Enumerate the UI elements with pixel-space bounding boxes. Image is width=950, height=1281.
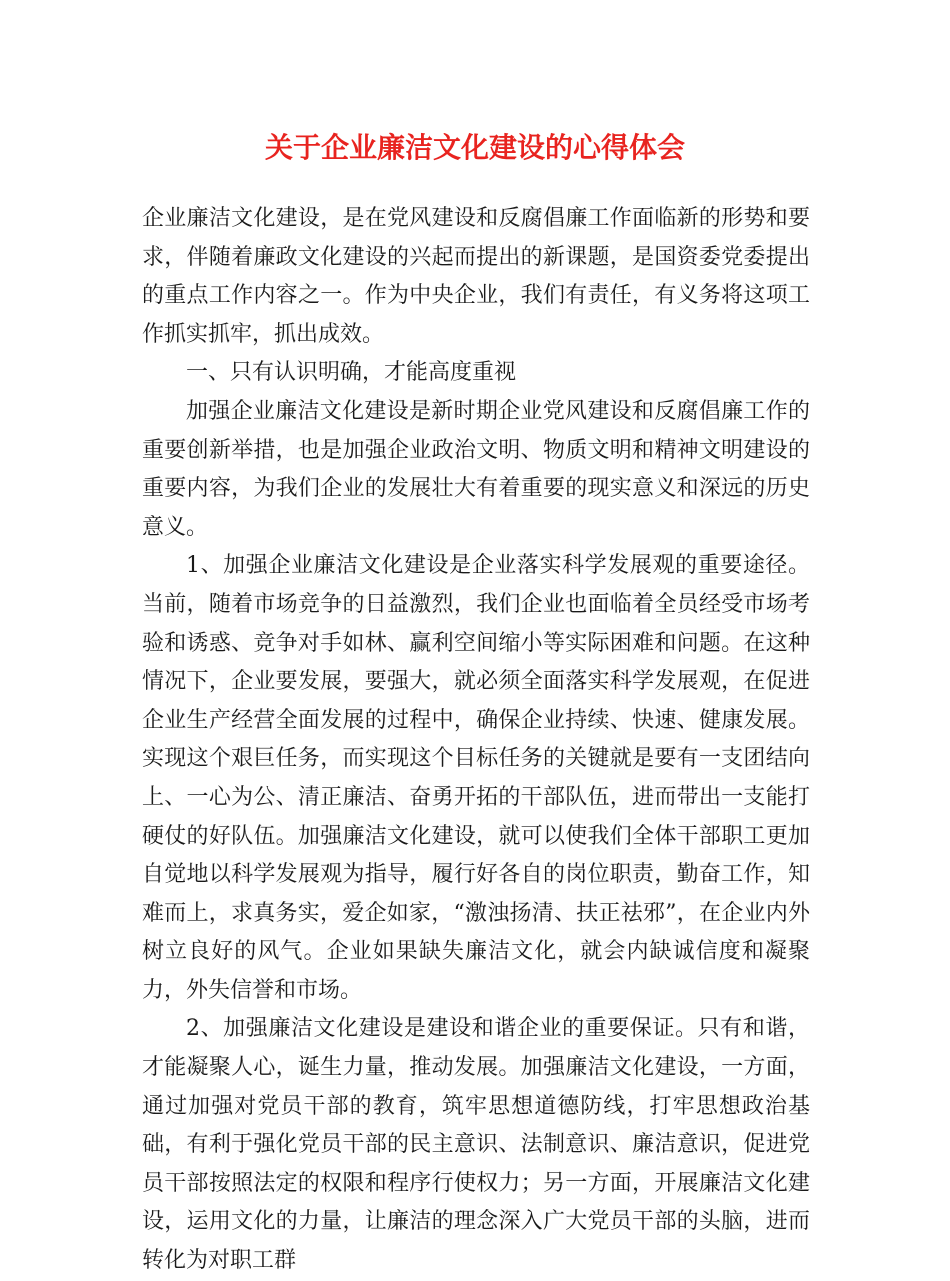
- document-body: [142, 200, 810, 1281]
- paragraph-intro: 企业廉洁文化建设，是在党风建设和反腐倡廉工作面临新的形势和要求，伴随着廉政文化建设的兴起而提出的新课题，是国资委党委提出的重点工作内容之一。作为中央企业，我们有责任，有义务将这项工作抓实抓牢，抓出成效。: [142, 206, 810, 347]
- paragraph-point-1: 1、加强企业廉洁文化建设是企业落实科学发展观的重要途径。当前，随着市场竞争的日益激烈，我们企业也面临着全员经受市场考验和诱惑、竞争对手如林、赢利空间缩小等实际困难和问题。在这种情况下，企业要发展，要强大，就必须全面落实科学发展观，在促进企业生产经营全面发展的过程中，确保企业持续、快速、健康发展。实现这个艰巨任务，而实现这个目标任务的关键就是要有一支团结向上、一心为公、清正廉洁、奋勇开拓的干部队伍，进而带出一支能打硬仗的好队伍。加强廉洁文化建设，就可以使我们全体干部职工更加自觉地以科学发展观为指导，履行好各自的岗位职责，勤奋工作，知难而上，求真务实，爱企如家，“激浊扬清、扶正祛邪”，在企业内外树立良好的风气。企业如果缺失廉洁文化，就会内缺诚信度和凝聚力，外失信誉和市场。: [142, 553, 810, 1003]
- section-heading-1: 一、只有认识明确，才能高度重视: [186, 360, 517, 386]
- paragraph-section-1: 加强企业廉洁文化建设是新时期企业党风建设和反腐倡廉工作的重要创新举措，也是加强企业政治文明、物质文明和精神文明建设的重要内容，为我们企业的发展壮大有着重要的现实意义和深远的历史意义。: [142, 398, 810, 540]
- paragraph-point-2: 2、加强廉洁文化建设是建设和谐企业的重要保证。只有和谐，才能凝聚人心，诞生力量，推动发展。加强廉洁文化建设，一方面，通过加强对党员干部的教育，筑牢思想道德防线，打牢思想政治基础，有利于强化党员干部的民主意识、法制意识、廉洁意识，促进党员干部按照法定的权限和程序行使权力；另一方面，开展廉洁文化建设，运用文化的力量，让廉洁的理念深入广大党员干部的头脑，进而转化为对职工群: [142, 1016, 810, 1274]
- document-title: 关于企业廉洁文化建设的心得体会: [264, 131, 685, 164]
